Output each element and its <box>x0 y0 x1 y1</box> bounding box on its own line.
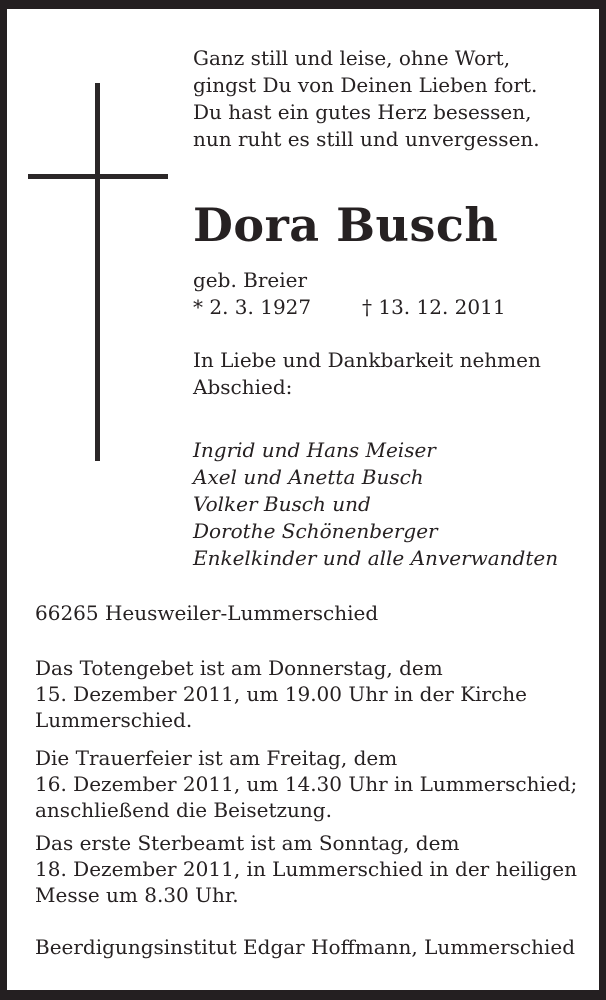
address: 66265 Heusweiler-Lummerschied <box>35 601 379 625</box>
service-line: Lummerschied. <box>35 708 193 732</box>
life-dates <box>193 294 579 321</box>
lower-column <box>7 600 599 961</box>
service-line: Die Trauerfeier ist am Freitag, dem <box>35 746 398 770</box>
funeral-home: Beerdigungsinstitut Edgar Hoffmann, Lummerschied <box>35 935 576 959</box>
service-line: 18. Dezember 2011, in Lummerschied in der heiligen <box>35 857 578 881</box>
service-line: 16. Dezember 2011, um 14.30 Uhr in Lummerschied; <box>35 772 578 796</box>
mourner-line: Enkelkinder und alle Anverwandten <box>193 546 559 570</box>
verse-line: Ganz still und leise, ohne Wort, <box>193 46 511 70</box>
verse-line: Du hast ein gutes Herz besessen, <box>193 100 532 124</box>
service-line: Messe um 8.30 Uhr. <box>35 883 239 907</box>
verse-line: gingst Du von Deinen Lieben fort. <box>193 73 538 97</box>
service-line: Das Totengebet ist am Donnerstag, dem <box>35 656 443 680</box>
deceased-name: Dora Busch <box>193 198 499 252</box>
death-date: † 13. 12. 2011 <box>362 295 506 319</box>
mourner-line: Dorothe Schönenberger <box>193 519 438 543</box>
maiden-name: geb. Breier <box>193 268 308 292</box>
cross-vertical-bar <box>95 83 100 461</box>
sterbeamt-paragraph <box>35 830 591 908</box>
farewell-intro-line: In Liebe und Dankbarkeit nehmen <box>193 348 541 372</box>
mourner-line: Volker Busch und <box>193 492 371 516</box>
service-line: anschließend die Beisetzung. <box>35 798 332 822</box>
service-line: 15. Dezember 2011, um 19.00 Uhr in der Kirche <box>35 682 528 706</box>
mourners-list <box>193 437 579 572</box>
opening-verse <box>193 45 579 153</box>
cross-horizontal-bar <box>28 174 168 179</box>
farewell-intro <box>193 347 579 401</box>
service-line: Das erste Sterbeamt ist am Sonntag, dem <box>35 831 460 855</box>
mourner-line: Ingrid und Hans Meiser <box>193 438 436 462</box>
totengebet-paragraph <box>35 655 591 733</box>
verse-line: nun ruht es still und unvergessen. <box>193 127 540 151</box>
birth-date: * 2. 3. 1927 <box>193 295 312 319</box>
mourner-line: Axel und Anetta Busch <box>193 465 424 489</box>
trauerfeier-paragraph <box>35 745 591 823</box>
farewell-intro-line: Abschied: <box>193 375 293 399</box>
